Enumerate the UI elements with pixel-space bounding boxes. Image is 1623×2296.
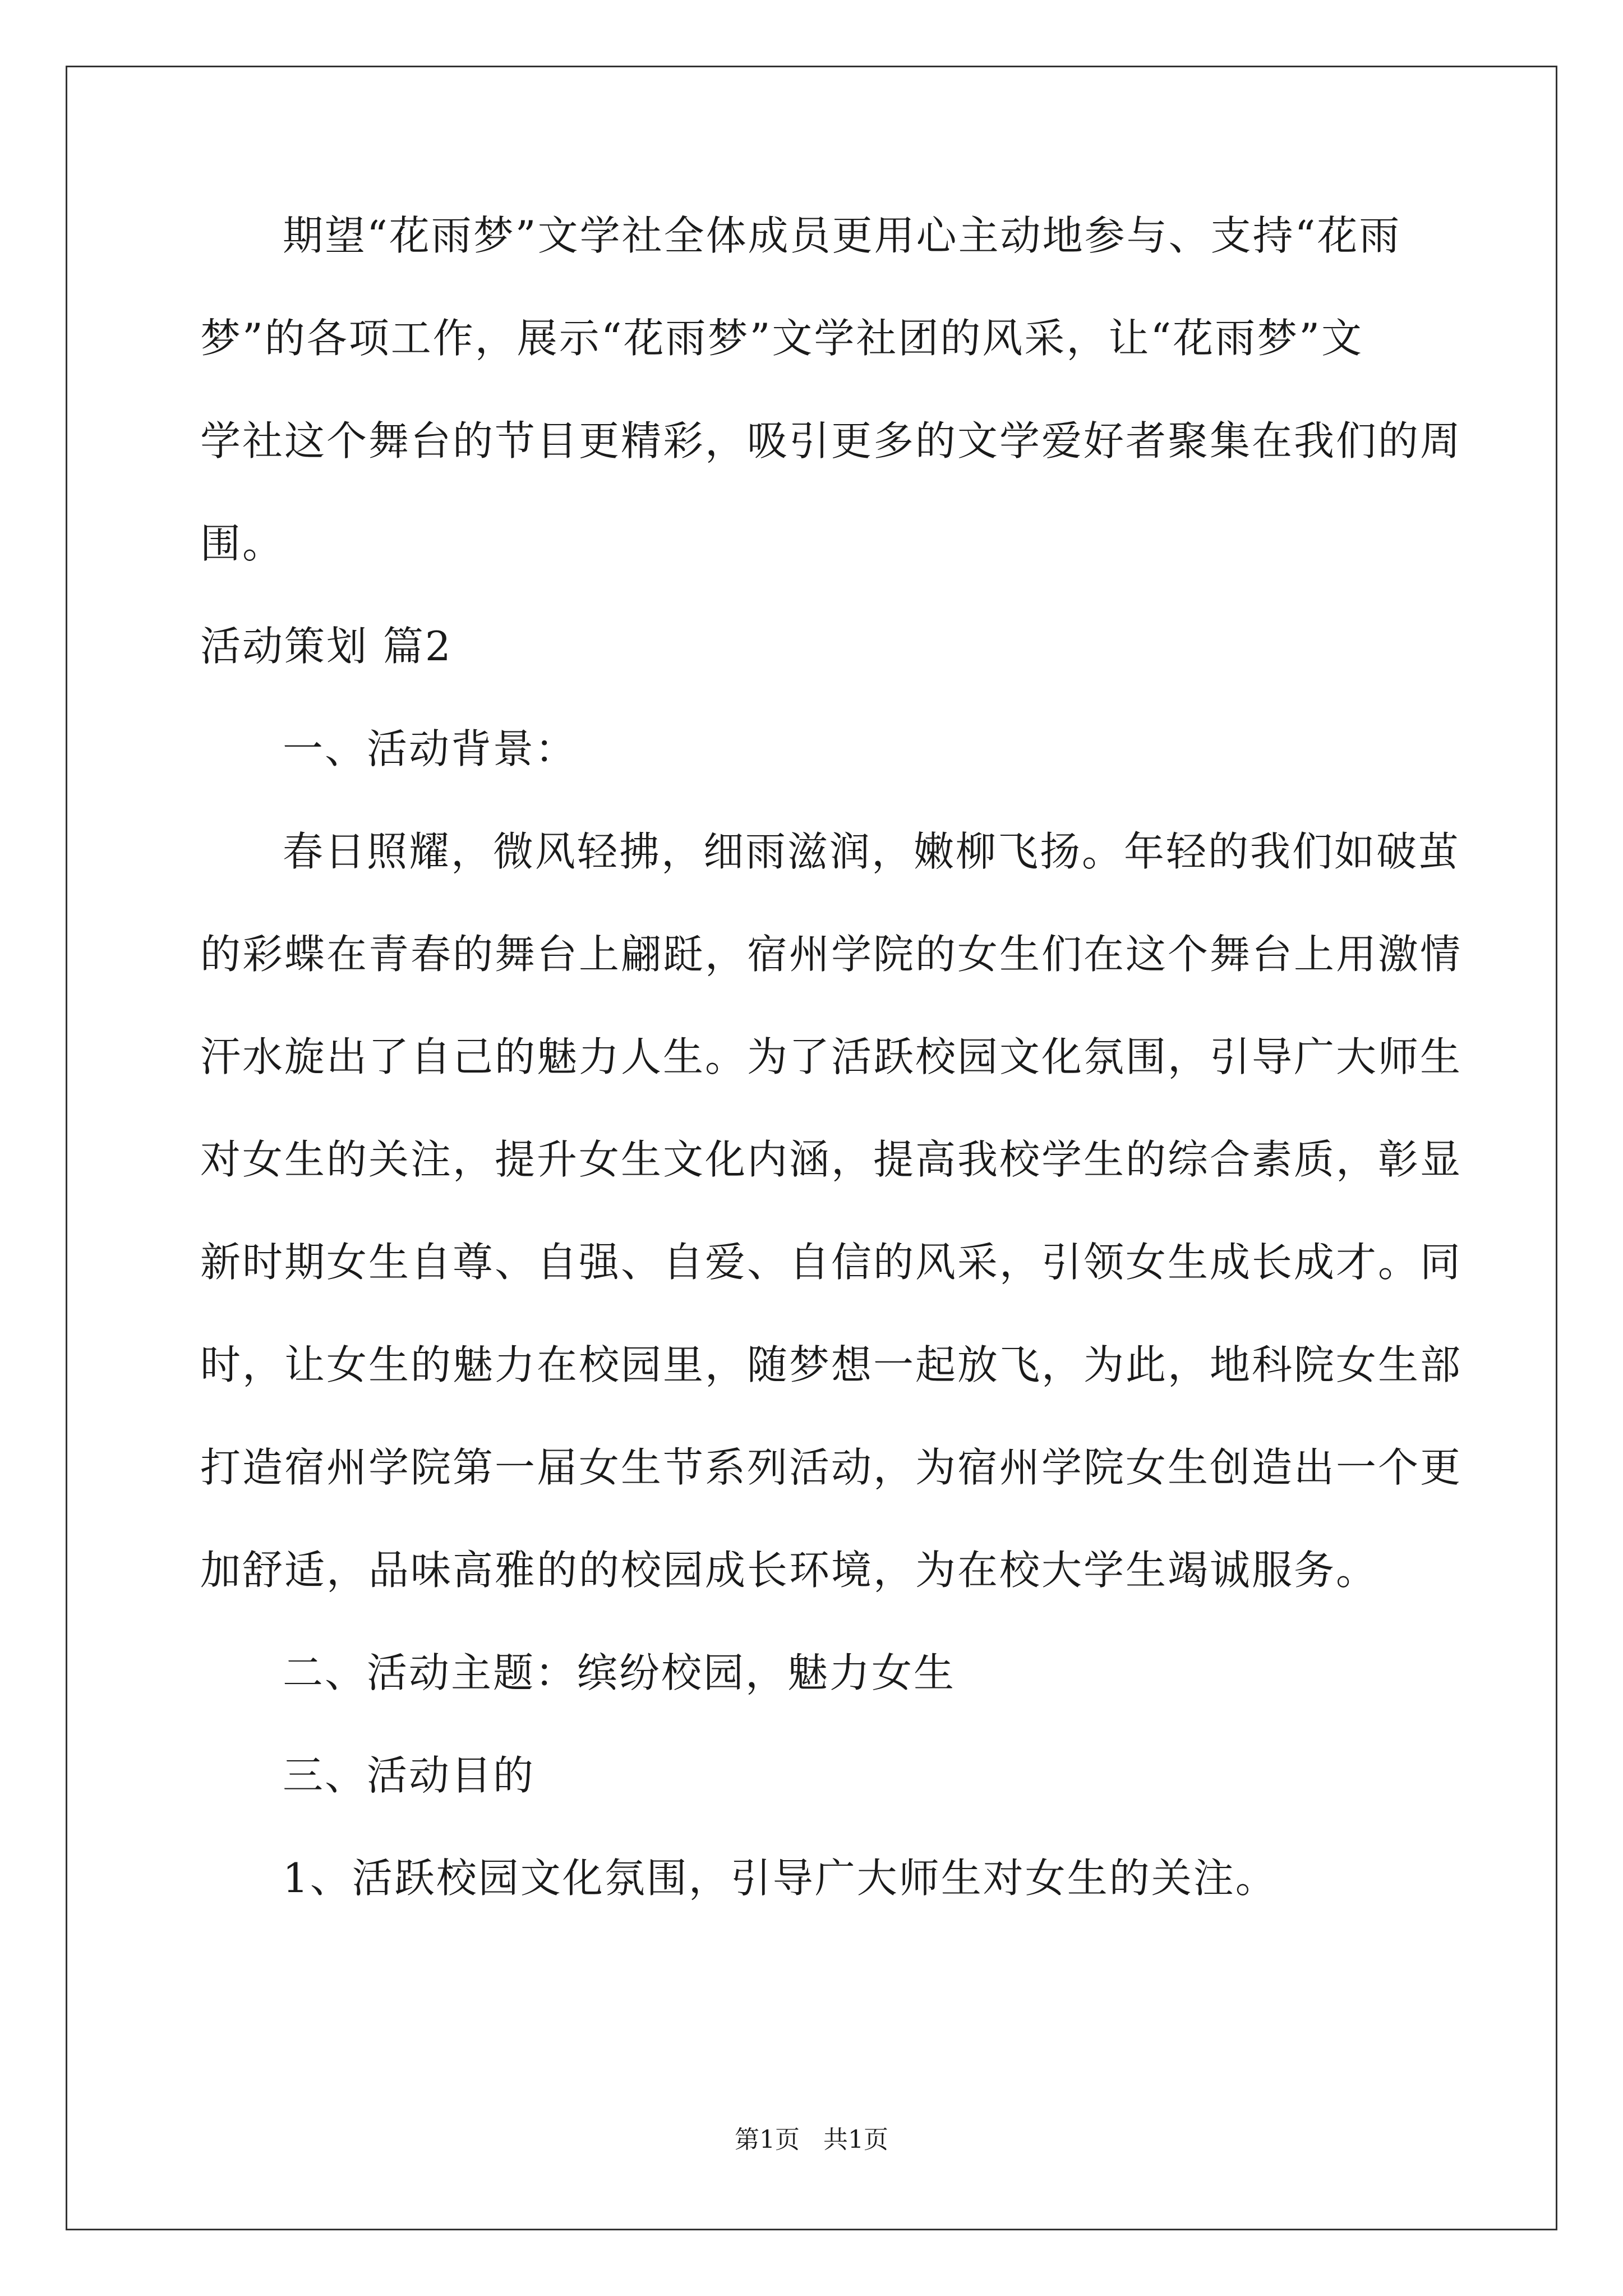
paragraph-line: 汗水旋出了自己的魅力人生。为了活跃校园文化氛围，引导广大师生 bbox=[200, 1033, 1463, 1080]
paragraph-line: 期望“花雨梦”文学社全体成员更用心主动地参与、支持“花雨 bbox=[283, 212, 1401, 259]
page-footer bbox=[0, 2123, 1623, 2157]
paragraph-line: 对女生的关注，提升女生文化内涵，提高我校学生的综合素质，彰显 bbox=[200, 1136, 1463, 1183]
section-heading: 活动策划 篇2 bbox=[200, 623, 453, 670]
subheading-background: 一、活动背景： bbox=[283, 725, 578, 772]
paragraph-line: 的彩蝶在青春的舞台上翩跹，宿州学院的女生们在这个舞台上用激情 bbox=[200, 931, 1463, 978]
page-total: 共1页 bbox=[823, 2125, 888, 2154]
paragraph-line: 时，让女生的魅力在校园里，随梦想一起放飞，为此，地科院女生部 bbox=[200, 1341, 1463, 1388]
subheading-purpose: 三、活动目的 bbox=[283, 1752, 536, 1799]
paragraph-line: 梦”的各项工作，展示“花雨梦”文学社团的风采，让“花雨梦”文 bbox=[200, 315, 1364, 362]
paragraph-line: 打造宿州学院第一届女生节系列活动，为宿州学院女生创造出一个更 bbox=[200, 1444, 1463, 1491]
paragraph-line: 新时期女生自尊、自强、自爱、自信的风采，引领女生成长成才。同 bbox=[200, 1239, 1463, 1286]
paragraph-line: 春日照耀，微风轻拂，细雨滋润，嫩柳飞扬。年轻的我们如破茧 bbox=[283, 828, 1461, 875]
paragraph-line: 加舒适，品味高雅的的校园成长环境，为在校大学生竭诚服务。 bbox=[200, 1547, 1378, 1594]
subheading-theme: 二、活动主题：缤纷校园，魅力女生 bbox=[283, 1649, 956, 1696]
paragraph-line: 学社这个舞台的节目更精彩，吸引更多的文学爱好者聚集在我们的周 bbox=[200, 417, 1463, 464]
paragraph-line: 围。 bbox=[200, 520, 285, 567]
list-item: 1、活跃校园文化氛围，引导广大师生对女生的关注。 bbox=[283, 1855, 1278, 1902]
page-number: 第1页 bbox=[735, 2125, 800, 2154]
